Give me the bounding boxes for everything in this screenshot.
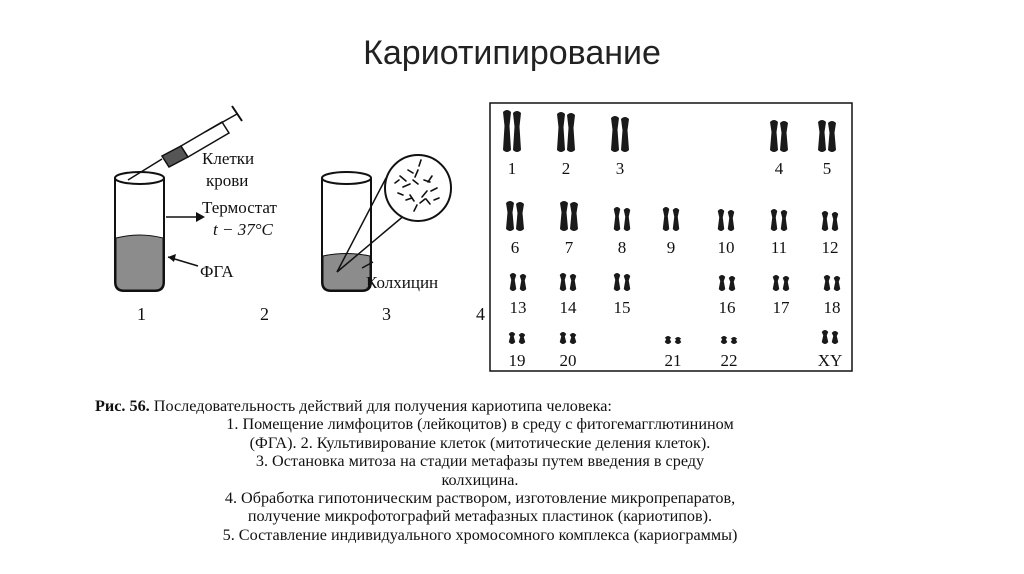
caption-text-1: Последовательность действий для получения кариотипа человека: [153, 397, 612, 415]
test-tube-1 [115, 172, 164, 291]
caption-line-2: 1. Помещение лимфоцитов (лейкоцитов) в среду с фитогемагглютинином [226, 415, 734, 434]
pair-label-9: 9 [666, 238, 676, 257]
thermostat-label-2: t − 37°С [213, 220, 273, 239]
caption-line-5: колхицина. [441, 470, 519, 489]
pair-label-20: 20 [559, 351, 577, 370]
pair-label-2: 2 [561, 159, 571, 178]
caption-line-1 [95, 397, 865, 415]
pair-label-5: 5 [822, 159, 832, 178]
metaphase-plate-icon [385, 155, 451, 221]
blood-cells-label-2: крови [206, 171, 249, 190]
chromosome [780, 121, 788, 152]
caption-line-4: 3. Остановка митоза на стадии метафазы путем введения в среду [255, 452, 705, 471]
pair-label-11: 11 [770, 238, 788, 257]
caption-line-6: 4. Обработка гипотоническим раствором, изготовление микропрепаратов, [224, 489, 736, 508]
pair-label-22: 22 [720, 351, 738, 370]
pair-label-13: 13 [509, 298, 527, 317]
chromosome [513, 111, 521, 152]
pair-label-16: 16 [718, 298, 736, 317]
pair-label-10: 10 [717, 238, 735, 257]
step-number-3: 3 [382, 304, 391, 324]
chromosome [516, 202, 524, 231]
pair-label-19: 19 [508, 351, 526, 370]
pha-label: ФГА [200, 262, 234, 281]
chromosome [828, 121, 836, 152]
caption-line-8: 5. Составление индивидуального хромосомного комплекса (кариограммы) [222, 525, 738, 544]
caption-line-3: (ФГА). 2. Культивирование клеток (митотические деления клеток). [249, 433, 711, 452]
pair-label-12: 12 [821, 238, 839, 257]
figure-caption [95, 397, 865, 544]
chromosome [560, 201, 568, 231]
pair-label-18: 18 [823, 298, 841, 317]
pair-label-7: 7 [564, 238, 574, 257]
chromosome [611, 116, 619, 152]
blood-cells-label-1: Клетки [202, 149, 255, 168]
caption-line-7: получение микрофотографий метафазных пластинок (кариотипов). [247, 507, 713, 526]
step-number-1: 1 [137, 304, 146, 324]
chromosome [503, 110, 511, 152]
chromosome [570, 202, 578, 231]
pair-label-15: 15 [613, 298, 631, 317]
chromosome [675, 337, 682, 344]
pair-label-1: 1 [507, 159, 517, 178]
pair-label-6: 6 [510, 238, 520, 257]
slide-title: Кариотипирование [363, 34, 661, 72]
pair-label-8: 8 [617, 238, 627, 257]
chromosome [731, 337, 738, 344]
pair-label-xy: XY [817, 351, 843, 370]
colchicine-label: Колхицин [366, 273, 439, 292]
chromosome [818, 120, 826, 152]
step-number-4: 4 [476, 304, 485, 324]
pair-label-4: 4 [774, 159, 784, 178]
step-number-2: 2 [260, 304, 269, 324]
chromosome [770, 120, 778, 152]
chromosome [621, 117, 629, 152]
pair-label-17: 17 [772, 298, 790, 317]
karyogram-panel [490, 103, 852, 371]
pair-label-21: 21 [664, 351, 682, 370]
pair-label-14: 14 [559, 298, 577, 317]
chromosome [557, 112, 565, 152]
chromosome [506, 201, 514, 231]
syringe-icon [128, 106, 242, 180]
thermostat-label-1: Термостат [202, 198, 277, 217]
pair-label-3: 3 [615, 159, 625, 178]
figure-number: Рис. 56. [95, 397, 150, 415]
chromosome [567, 113, 575, 152]
